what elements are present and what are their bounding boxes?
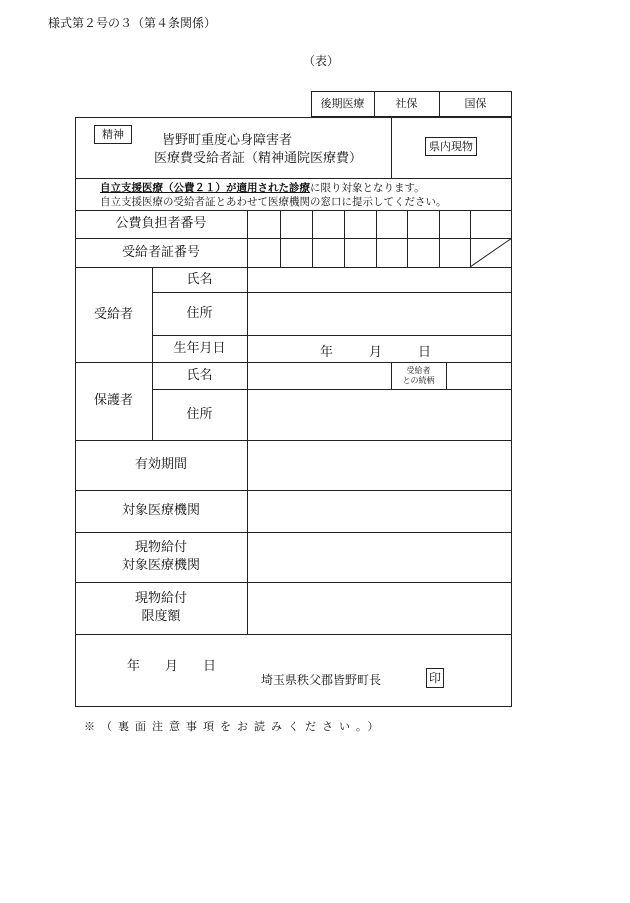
unused-digit-slash <box>470 238 512 267</box>
valid-period-label: 有効期間 <box>134 457 187 472</box>
notice-line1 <box>100 180 425 195</box>
mental-badge-text: 精神 <box>102 127 124 141</box>
title-line1: 皆野町重度心身障害者 <box>162 133 293 148</box>
issuer-name: 埼玉県秩父郡皆野町長 <box>261 673 382 687</box>
inkind-institution-line2: 対象医療機関 <box>121 558 200 573</box>
birthdate-label: 生年月日 <box>173 340 226 356</box>
relation-label-line1: 受給者 <box>406 366 431 375</box>
guardian-name-field[interactable] <box>247 362 391 389</box>
issue-month-label: 月 <box>165 659 179 674</box>
insurance-kokuho: 国保 <box>464 97 487 110</box>
insurance-kouki: 後期医療 <box>320 97 365 110</box>
recipient-label: 受給者 <box>93 306 133 322</box>
valid-period-field[interactable] <box>247 440 512 490</box>
inkind-limit-label <box>75 582 247 634</box>
target-institution-label: 対象医療機関 <box>121 503 200 518</box>
recipient-address-label: 住所 <box>186 305 213 321</box>
target-institution-field[interactable] <box>247 490 512 532</box>
guardian-name-label: 氏名 <box>186 367 213 383</box>
inkind-institution-line1: 現物給付 <box>134 540 187 555</box>
recipient-address-field[interactable] <box>247 292 512 335</box>
birth-year-label: 年 <box>320 345 334 360</box>
inkind-institution-field[interactable] <box>247 532 512 582</box>
recipient-number-label: 受給者証番号 <box>121 244 200 260</box>
reverse-side-note: ※（裏面注意事項をお読みください。） <box>84 720 385 733</box>
guardian-address-label: 住所 <box>186 406 213 422</box>
notice-line2: 自立支援医療の受給者証とあわせて医療機関の窓口に提示してください。 <box>100 196 447 208</box>
recipient-name-field[interactable] <box>247 267 512 292</box>
issue-year-label: 年 <box>127 659 141 674</box>
inkind-limit-line2: 限度額 <box>141 609 181 624</box>
relation-field[interactable] <box>446 362 512 389</box>
notice-rest: に限り対象となります。 <box>310 182 425 194</box>
side-label: （表） <box>303 54 340 68</box>
payer-number-label: 公費負担者番号 <box>115 216 207 231</box>
inkind-institution-label <box>75 532 247 582</box>
birth-month-label: 月 <box>369 345 383 360</box>
guardian-label: 保護者 <box>93 393 133 408</box>
recipient-number-cells[interactable] <box>247 238 470 267</box>
insurance-shaho: 社保 <box>395 97 418 110</box>
seal-text: 印 <box>428 671 441 685</box>
inkind-limit-line1: 現物給付 <box>134 591 187 606</box>
relation-label <box>391 363 446 389</box>
payer-number-cells[interactable] <box>247 210 512 238</box>
recipient-name-label: 氏名 <box>186 271 213 287</box>
relation-label-line2: との続柄 <box>402 376 435 385</box>
in-prefecture-stamp-text: 県内現物 <box>429 139 473 153</box>
form-number: 様式第２号の３（第４条関係） <box>48 16 217 30</box>
issue-day-label: 日 <box>203 659 217 674</box>
guardian-address-field[interactable] <box>247 389 512 440</box>
birth-day-label: 日 <box>418 345 432 360</box>
inkind-limit-field[interactable] <box>247 582 512 634</box>
notice-emphasis: 自立支援医療（公費２１）が適用された診療 <box>100 182 310 194</box>
title-line2: 医療費受給者証（精神通院医療費） <box>154 151 363 166</box>
